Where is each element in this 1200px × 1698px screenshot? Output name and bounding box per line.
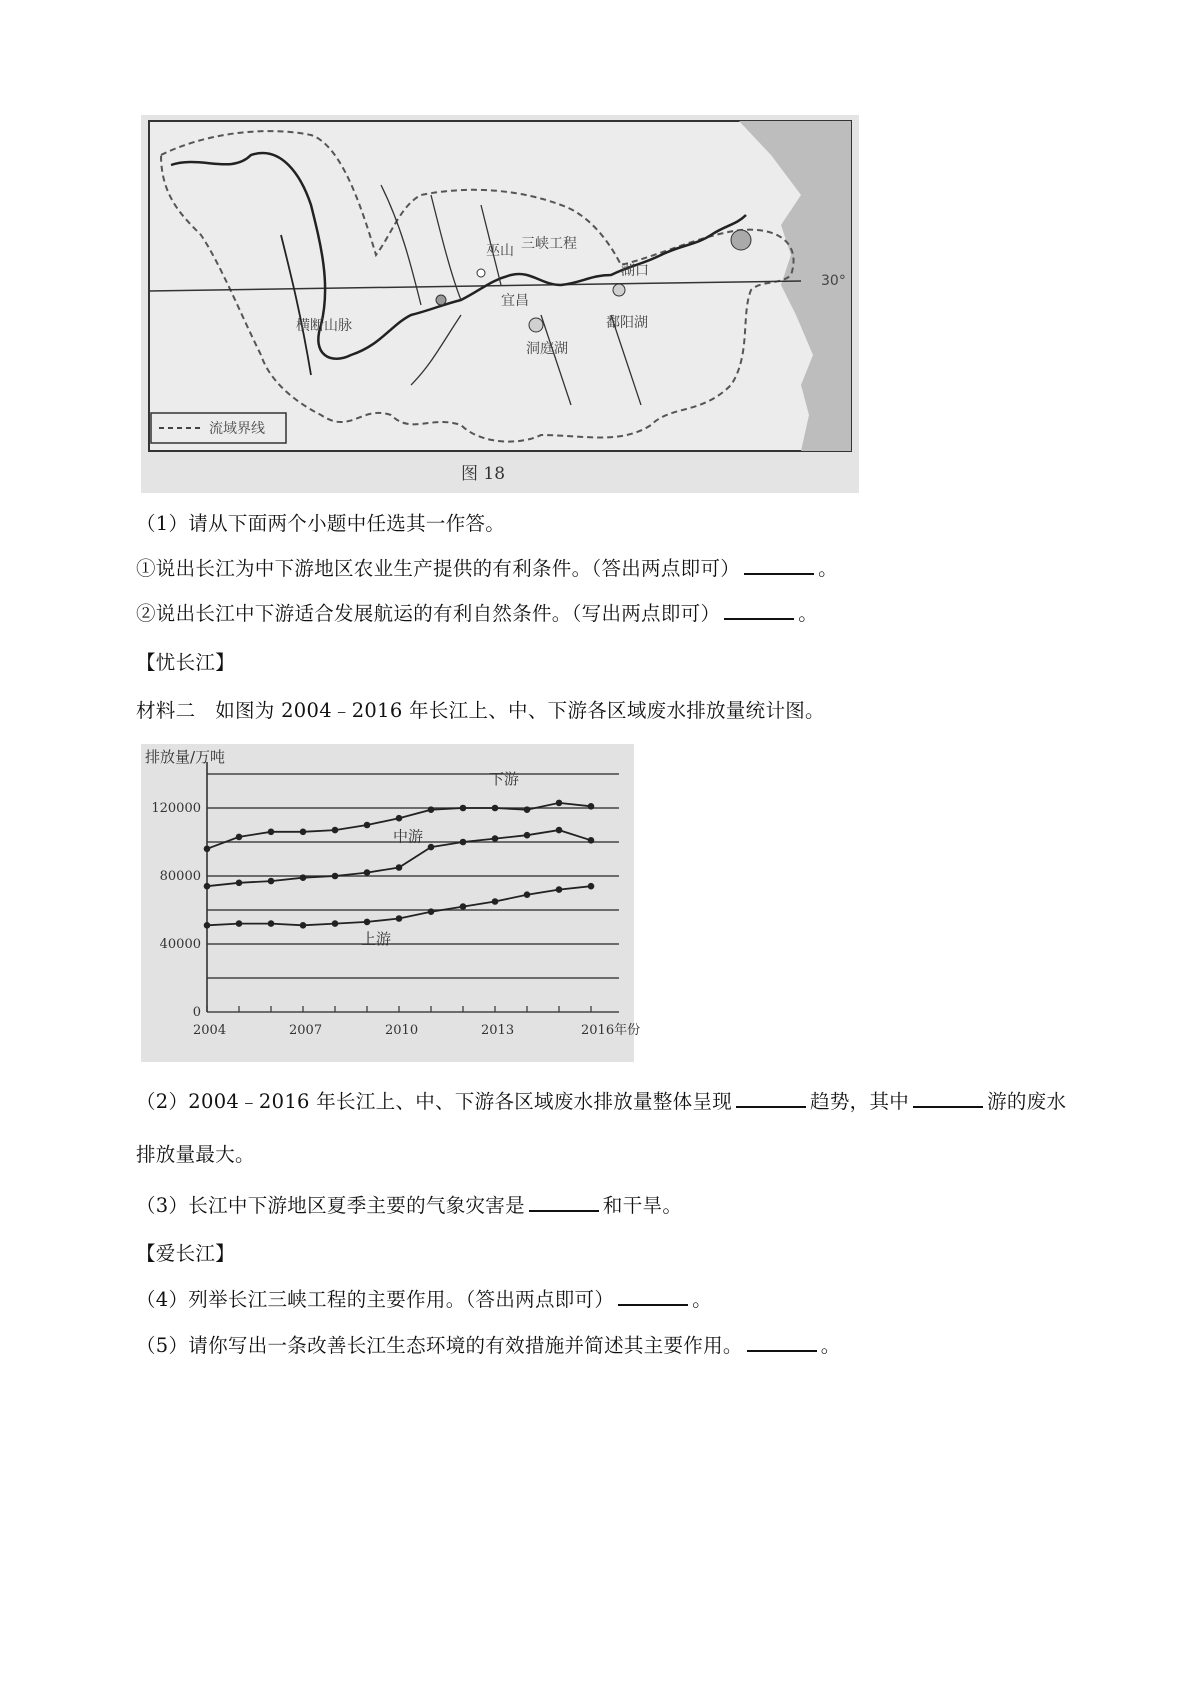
chart-data-point: [332, 920, 339, 927]
taihu-lake-mark: [731, 230, 751, 250]
poyang-label: 鄱阳湖: [606, 315, 648, 331]
chart-y-axis-label: 排放量/万吨: [145, 748, 226, 766]
chart-data-point: [236, 880, 243, 887]
chart-y-tick-label: 80000: [159, 869, 201, 884]
chart-data-point: [332, 827, 339, 834]
chart-data-point: [364, 822, 371, 829]
chart-data-point: [588, 803, 595, 810]
chart-data-point: [492, 835, 499, 842]
legend-label: 流域界线: [209, 421, 265, 437]
chart-data-point: [524, 891, 531, 898]
chart-data-point: [204, 922, 211, 929]
chart-x-tick-label: 2010: [385, 1023, 419, 1038]
chart-y-tick-label: 0: [192, 1005, 201, 1020]
q5-line: [136, 1330, 841, 1358]
hukou-label: 湖口: [621, 263, 649, 279]
chart-data-point: [396, 864, 403, 871]
chart-series-label: 下游: [489, 770, 520, 788]
chart-data-point: [492, 805, 499, 812]
emission-chart-svg: [141, 744, 641, 1062]
q1-sub2: [136, 598, 818, 626]
dongting-label: 洞庭湖: [526, 341, 568, 357]
chart-data-point: [396, 815, 403, 822]
chart-data-point: [268, 920, 275, 927]
chart-y-tick-label: 120000: [151, 801, 201, 816]
q3-text-a: （3）长江中下游地区夏季主要的气象灾害是: [136, 1194, 525, 1217]
chart-data-point: [492, 898, 499, 905]
chart-x-tick-label: 2004: [193, 1023, 227, 1038]
chart-x-tick-label: 2016年份: [581, 1023, 641, 1038]
q4-end: 。: [692, 1288, 712, 1311]
q4-line: [136, 1284, 712, 1312]
q1-intro: （1）请从下面两个小题中任选其一作答。: [136, 512, 506, 535]
chart-data-point: [300, 829, 307, 836]
section-love-heading: 【爱长江】: [136, 1242, 236, 1265]
q1-sub1: [136, 553, 838, 581]
q4-answer-blank[interactable]: [618, 1303, 688, 1306]
q3-text-b: 和干旱。: [602, 1194, 683, 1217]
yangtze-basin-map: [141, 115, 859, 493]
poyang-lake-mark: [613, 284, 625, 296]
section-worry-heading: 【忧长江】: [136, 651, 236, 674]
q1-sub1-end: 。: [818, 557, 838, 580]
chart-data-point: [588, 883, 595, 890]
chart-data-point: [300, 874, 307, 881]
q2-text-b: 趋势，其中: [810, 1090, 910, 1113]
dongting-lake-mark: [529, 318, 543, 332]
city-mark: [436, 295, 446, 305]
q2-line1: [136, 1086, 1066, 1114]
q2-trend-blank[interactable]: [736, 1105, 806, 1108]
emission-chart: [141, 744, 641, 1062]
chart-x-tick-label: 2007: [289, 1023, 323, 1038]
q2-region-blank[interactable]: [913, 1105, 983, 1108]
q2-text-c: 游的废水: [987, 1090, 1067, 1113]
q1-sub2-text: ②说出长江中下游适合发展航运的有利自然条件。（写出两点即可）: [136, 602, 721, 625]
chart-data-point: [364, 919, 371, 926]
chart-data-point: [364, 869, 371, 876]
q5-answer-blank[interactable]: [747, 1349, 817, 1352]
chart-series-label: 上游: [361, 929, 392, 948]
q5-text: （5）请你写出一条改善长江生态环境的有效措施并简述其主要作用。: [136, 1334, 743, 1357]
q1-sub2-answer-blank[interactable]: [724, 617, 794, 620]
q3-line: [136, 1190, 682, 1218]
chart-data-point: [428, 908, 435, 915]
chart-data-point: [396, 915, 403, 922]
chart-data-point: [300, 922, 307, 929]
chart-data-point: [460, 839, 467, 846]
q4-text: （4）列举长江三峡工程的主要作用。（答出两点即可）: [136, 1288, 615, 1311]
chart-data-point: [428, 806, 435, 813]
q2-text-a: （2）2004﹣2016 年长江上、中、下游各区域废水排放量整体呈现: [136, 1090, 733, 1113]
chart-data-point: [556, 800, 563, 807]
yichang-label: 宜昌: [501, 293, 529, 309]
chart-data-point: [236, 834, 243, 841]
map-caption: 图 18: [461, 464, 506, 484]
wushan-label: 巫山: [486, 243, 514, 259]
sanxia-label: 三峡工程: [521, 236, 577, 252]
q3-disaster-blank[interactable]: [529, 1209, 599, 1212]
q1-sub1-answer-blank[interactable]: [744, 572, 814, 575]
chart-data-point: [204, 846, 211, 853]
hengduan-label: 横断山脉: [296, 318, 352, 334]
latitude-label: 30°: [821, 273, 846, 289]
q2-line2: 排放量最大。: [136, 1143, 255, 1166]
chart-data-point: [332, 873, 339, 880]
chart-data-point: [236, 920, 243, 927]
q5-end: 。: [820, 1334, 841, 1357]
chart-data-point: [460, 805, 467, 812]
chart-data-point: [428, 844, 435, 851]
chart-y-tick-label: 40000: [159, 937, 201, 952]
chart-data-point: [204, 883, 211, 890]
map-svg: [141, 115, 859, 493]
chart-data-point: [268, 878, 275, 885]
chart-data-point: [524, 832, 531, 839]
q1-sub2-end: 。: [798, 602, 819, 625]
sanxia-dam-mark: [477, 269, 485, 277]
chart-series-label: 中游: [393, 827, 424, 846]
material2-text: 材料二 如图为 2004﹣2016 年长江上、中、下游各区域废水排放量统计图。: [136, 699, 825, 722]
chart-data-point: [556, 827, 563, 834]
chart-x-tick-label: 2013: [481, 1023, 515, 1038]
chart-data-point: [524, 806, 531, 813]
chart-data-point: [460, 903, 467, 910]
chart-data-point: [556, 886, 563, 893]
q1-sub1-text: ①说出长江为中下游地区农业生产提供的有利条件。（答出两点即可）: [136, 557, 741, 580]
chart-data-point: [588, 837, 595, 844]
chart-data-point: [268, 829, 275, 836]
